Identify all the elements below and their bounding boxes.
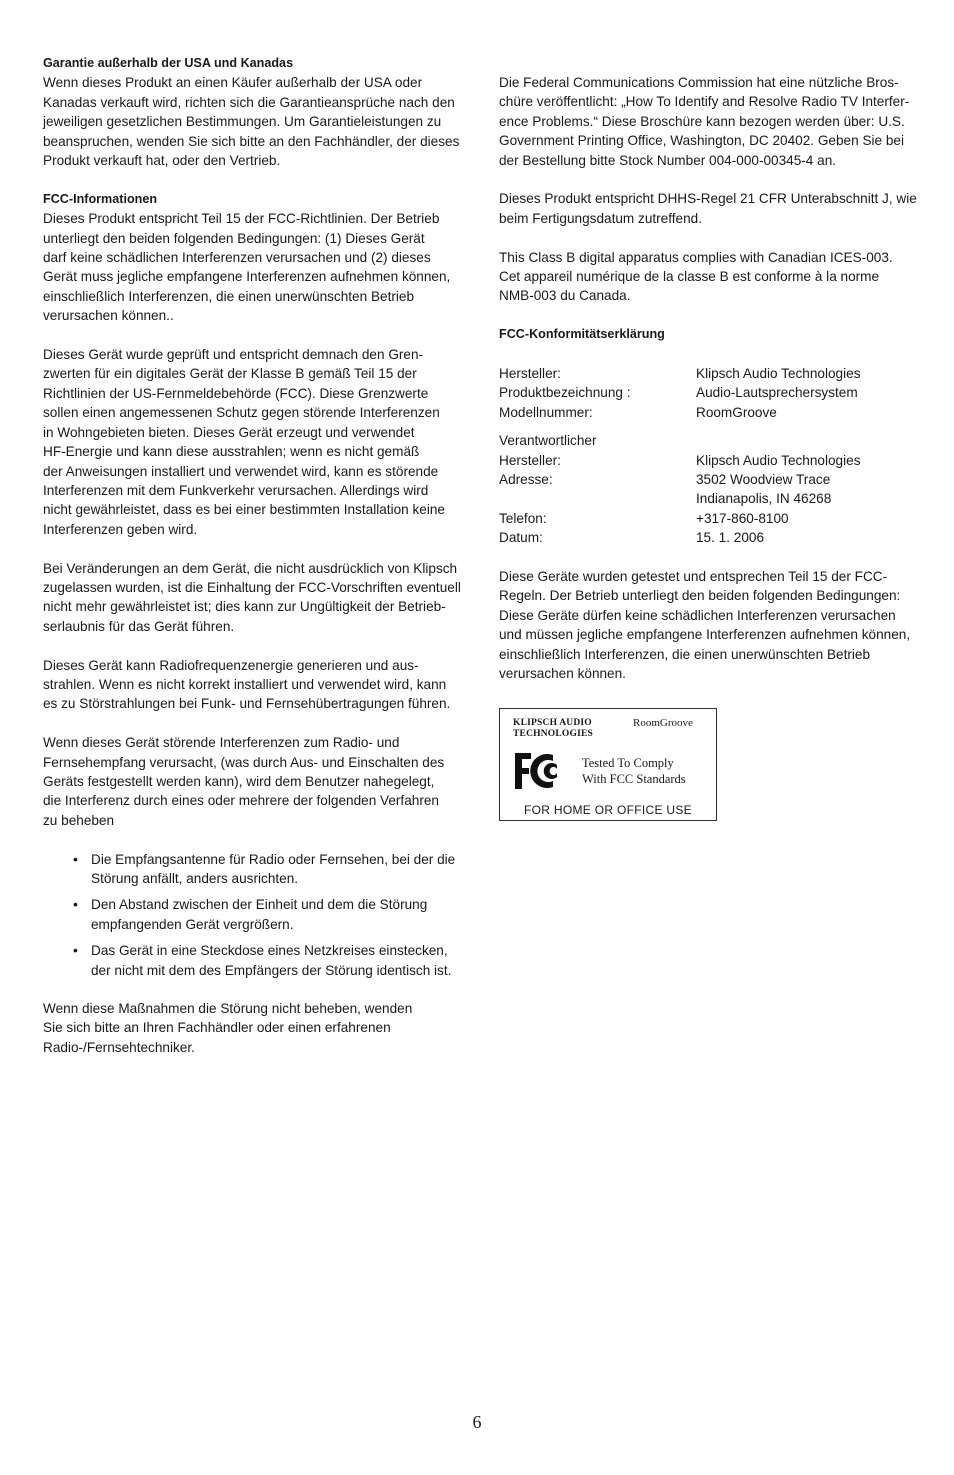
dhhs-paragraph: Dieses Produkt entspricht DHHS-Regel 21 CFR Unterabschnitt J, wie beim Fertigungsdatum zutreffend. <box>499 191 917 226</box>
address-line-2: Indianapolis, IN 46268 <box>696 491 832 507</box>
fcc-brochure-paragraph: Die Federal Communications Commission hat eine nützliche Bros- chüre veröffentlicht: „How To Identify and Resolve Radio TV Interfer- ence Problems.“ Diese Broschüre kann bezogen werden über: U.S. Government Printing Office, Washington, DC 20402. Geben Sie bei der Bestellung bitte Stock Number 004-000-00345-4 an. <box>499 75 910 168</box>
fcc-compliance-label <box>499 708 717 821</box>
resp-manufacturer-value: Klipsch Audio Technologies <box>696 452 861 468</box>
fcc-paragraph-1: Dieses Produkt entspricht Teil 15 der FCC-Richtlinien. Der Betrieb unterliegt den beiden folgenden Bedingungen: (1) Dieses Gerät darf keine schädlichen Interferenzen verursachen und (2) dieses Gerät muss jegliche empfangene Interferenzen aufnehmen können, einschließlich Interferenzen, die einen unerwünschten Betrieb verursachen können.. <box>43 211 451 324</box>
manufacturer-value: Klipsch Audio Technologies <box>696 366 861 382</box>
fcc-paragraph-5: Wenn dieses Gerät störende Interferenzen zum Radio- und Fernsehempfang verursacht, (was durch Aus- und Einschalten des Geräts festgestellt werden kann), wird dem Benutzer nahegelegt, die Interferenz durch eines oder mehrere der folgenden Verfahren zu beheben <box>43 735 445 828</box>
fcc-paragraph-2: Dieses Gerät wurde geprüft und entspricht demnach den Gren- zwerten für ein digitales Gerät der Klasse B gemäß Teil 15 der Richtlinien der US-Fernmeldebehörde (FCC). Diese Grenzwerte sollen einen angemessenen Schutz gegen störende Interferenzen in Wohngebieten bieten. Dieses Gerät erzeugt und verwendet HF-Energie und kann diese ausstrahlen; wenn es nicht gemäß der Anweisungen installiert und verwendet wird, kann es störende Interferenzen mit dem Funkverkehr verursachen. Allerdings wird nicht gewährleistet, dass es bei einer bestimmten Installation keine Interferenzen geben wird. <box>43 347 445 537</box>
list-item: • Den Abstand zwischen der Einheit und dem die Störung empfangenden Gerät vergrößern. <box>73 895 455 934</box>
declaration-heading: FCC-Konformitätserklärung <box>499 327 665 342</box>
fcc-paragraph-4: Dieses Gerät kann Radiofrequenzenergie generieren und aus- strahlen. Wenn es nicht korrekt installiert und verwendet wird, kann es zu Störstrahlungen bei Funk- und Fernsehübertragungen führen. <box>43 657 451 712</box>
canada-paragraph: This Class B digital apparatus complies with Canadian ICES-003. Cet appareil numérique de la classe B est conforme à la norme NMB-003 du Canada. <box>499 249 893 304</box>
responsible-label: Verantwortlicher <box>499 433 597 449</box>
declaration-table <box>499 364 909 422</box>
model-label: Modellnummer: <box>499 404 593 420</box>
phone-label: Telefon: <box>499 510 547 526</box>
fcc-logo-icon <box>513 751 563 791</box>
left-column <box>43 54 461 1057</box>
fcc-info-heading: FCC-Informationen <box>43 191 158 206</box>
manufacturer-label: Hersteller: <box>499 366 561 382</box>
fcc-paragraph-6: Wenn diese Maßnahmen die Störung nicht beheben, wenden Sie sich bitte an Ihren Fachhändler oder einen erfahrenen Radio-/Fernsehtechniker. <box>43 1001 413 1055</box>
page-number: 6 <box>472 1412 482 1432</box>
responsible-party-table <box>499 431 909 547</box>
conformity-paragraph: Diese Geräte wurden getestet und entsprechen Teil 15 der FCC- Regeln. Der Betrieb unterliegt den beiden folgenden Bedingungen: Diese Geräte dürfen keine schädlichen Interferenzen verursachen und müssen jegliche empfangene Interferenzen aufnehmen können, einschließlich Interferenzen, die einen unerwünschten Betrieb verursachen können. <box>499 569 911 682</box>
right-column <box>499 73 917 684</box>
resp-manufacturer-label: Hersteller: <box>499 452 561 468</box>
address-label: Adresse: <box>499 472 553 488</box>
model-value: RoomGroove <box>696 404 777 420</box>
address-line-1: 3502 Woodview Trace <box>696 472 831 488</box>
list-item: • Die Empfangsantenne für Radio oder Fernsehen, bei der die Störung anfällt, anders ausrichten. <box>73 850 455 889</box>
warranty-paragraph: Wenn dieses Produkt an einen Käufer außerhalb der USA oder Kanadas verkauft wird, richten sich die Garantieansprüche nach den jeweiligen gesetzlichen Bestimmungen. Um Garantieleistungen zu beanspruchen, wenden Sie sich bitte an den Fachhändler, der dieses Produkt verkauft hat, oder den Vertrieb. <box>43 75 460 169</box>
label-product: RoomGroove <box>633 717 693 729</box>
warranty-heading: Garantie außerhalb der USA und Kanadas <box>43 56 294 70</box>
phone-value: +317-860-8100 <box>696 510 789 526</box>
label-footer: FOR HOME OR OFFICE USE <box>524 803 692 817</box>
product-label: Produktbezeichnung : <box>499 385 631 401</box>
label-tested-text: Tested To Comply With FCC Standards <box>582 756 686 786</box>
remedy-list <box>43 850 455 980</box>
date-value: 15. 1. 2006 <box>696 530 765 546</box>
product-value: Audio-Lautsprechersystem <box>696 385 858 401</box>
label-company: KLIPSCH AUDIO TECHNOLOGIES <box>513 718 594 739</box>
date-label: Datum: <box>499 530 543 546</box>
fcc-paragraph-3: Bei Veränderungen an dem Gerät, die nicht ausdrücklich von Klipsch zugelassen wurden, ist die Einhaltung der FCC-Vorschriften eventuell nicht mehr gewährleistet ist; dies kann zur Ungültigkeit der Betrieb- serlaubnis für das Gerät führen. <box>43 560 461 634</box>
list-item: • Das Gerät in eine Steckdose eines Netzkreises einstecken, der nicht mit dem des Empfängers der Störung identisch ist. <box>73 941 455 980</box>
